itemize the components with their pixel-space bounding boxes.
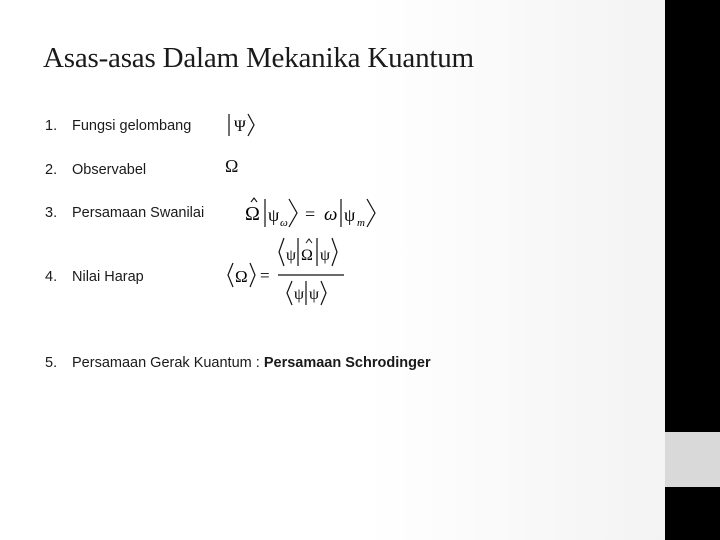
eigen-ket-subscript: ω — [280, 217, 288, 229]
list-item-expectation-value — [45, 269, 144, 285]
observable-symbol: Ω — [225, 156, 239, 176]
list-item-wave-function — [45, 118, 191, 134]
ket-psi-formula — [226, 111, 266, 139]
list-item-equation-of-motion — [45, 355, 431, 371]
expectation-value-formula — [226, 234, 356, 310]
list-number: 3. — [45, 205, 58, 221]
svg-text:=: = — [260, 266, 270, 285]
side-bar-bottom — [665, 487, 720, 540]
list-label: Persamaan Swanilai — [72, 205, 205, 221]
list-label: Persamaan Gerak Kuantum : — [72, 355, 264, 371]
ket-symbol: Ψ — [234, 118, 246, 135]
eigen-equation-formula — [243, 192, 393, 232]
list-label: Nilai Harap — [72, 269, 144, 285]
list-label: Observabel — [72, 162, 147, 178]
expect-ket-denominator: ψ — [309, 286, 320, 303]
list-number: 2. — [45, 162, 58, 178]
eigen-value: ω — [324, 204, 338, 225]
list-number: 5. — [45, 355, 58, 371]
eigen-operator: Ω — [245, 203, 260, 225]
hat-accent — [251, 198, 257, 202]
svg-text:=: = — [305, 204, 316, 224]
expect-ket-numerator: ψ — [320, 247, 331, 264]
eigen-ket-subscript-right: m — [357, 217, 365, 229]
side-bar-middle — [665, 432, 720, 487]
expect-operator-numerator: Ω — [301, 247, 313, 264]
slide-title: Asas-asas Dalam Mekanika Kuantum — [43, 42, 474, 74]
list-number: 4. — [45, 269, 58, 285]
list-item-eigen-equation — [45, 205, 204, 221]
expect-operator-left: Ω — [235, 267, 248, 286]
expect-bra-numerator: ψ — [286, 247, 297, 264]
eigen-ket-psi: ψ — [268, 205, 280, 225]
list-label: Fungsi gelombang — [72, 118, 192, 134]
list-item-observable — [45, 162, 146, 178]
expect-bra-denominator: ψ — [294, 286, 305, 303]
schrodinger-emphasis: Persamaan Schrodinger — [263, 355, 431, 371]
eigen-ket-psi-right: ψ — [344, 205, 356, 225]
side-bar-top — [665, 0, 720, 432]
list-number: 1. — [45, 118, 58, 134]
